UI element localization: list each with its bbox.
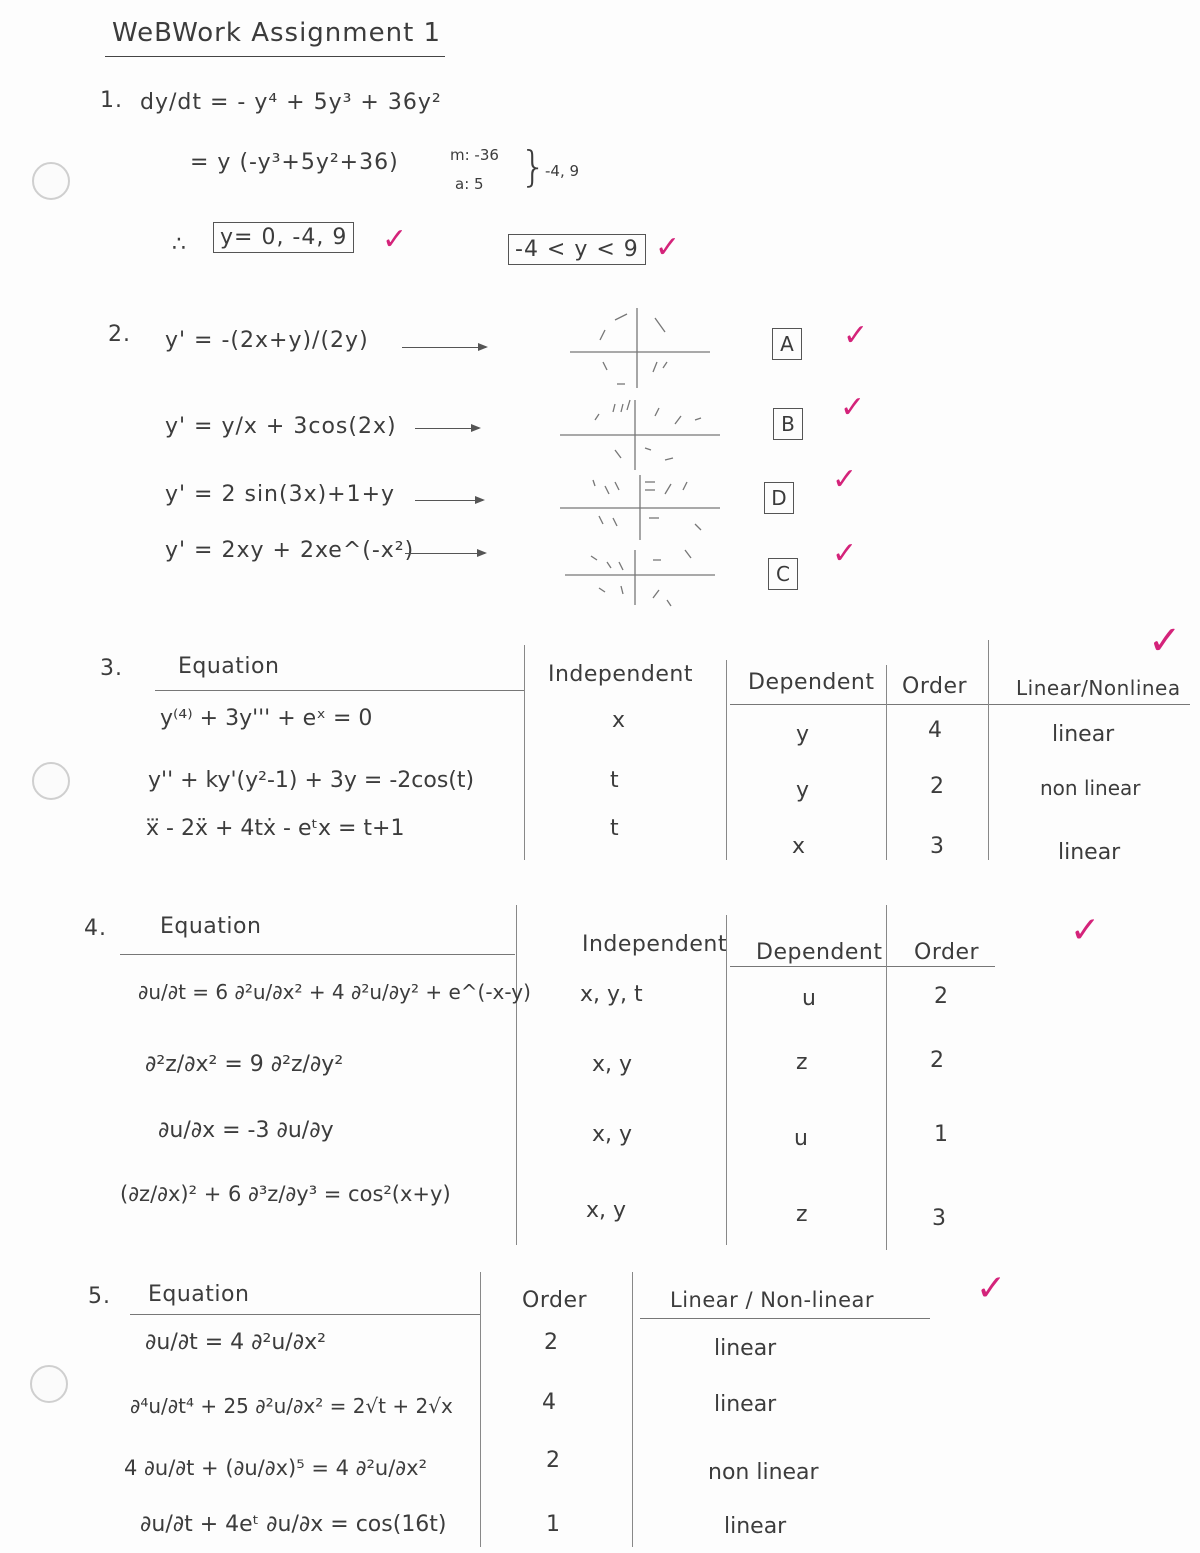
p5-row3-linearity: non linear <box>708 1460 819 1485</box>
problem-number-5: 5. <box>88 1284 111 1309</box>
p3-header-equation: Equation <box>178 654 280 679</box>
p5-col-divider-2 <box>632 1272 633 1547</box>
slope-field-4 <box>565 550 715 606</box>
p5-col-divider-1 <box>480 1272 481 1547</box>
p2-eq-3: y' = 2 sin(3x)+1+y <box>165 482 396 507</box>
p5-row4-linearity: linear <box>724 1514 787 1539</box>
p3-col-divider-3 <box>886 665 887 860</box>
p4-header-dependent: Dependent <box>756 940 883 965</box>
p1-line-1: dy/dt = - y⁴ + 5y³ + 36y² <box>140 90 442 115</box>
p3-rule-2 <box>730 704 1190 705</box>
page-title: WeBWork Assignment 1 <box>112 18 442 48</box>
p4-check: ✓ <box>1070 910 1101 951</box>
p3-row2-linearity: non linear <box>1040 776 1141 800</box>
p1-note-m: m: -36 <box>450 146 499 164</box>
p2-arrow-3 <box>415 500 483 501</box>
p5-row1-order: 2 <box>544 1330 558 1355</box>
p4-row3-eq: ∂u/∂x = -3 ∂u/∂y <box>158 1118 334 1143</box>
p1-brace: } <box>520 142 547 191</box>
p5-row1-linearity: linear <box>714 1336 777 1361</box>
p2-arrow-4 <box>405 553 485 554</box>
p3-row1-eq: y⁽⁴⁾ + 3y''' + eˣ = 0 <box>160 706 373 731</box>
problem-number-3: 3. <box>100 656 123 681</box>
p5-row1-eq: ∂u/∂t = 4 ∂²u/∂x² <box>145 1330 326 1355</box>
p3-row2-dep: y <box>796 778 810 803</box>
p4-row2-ind: x, y <box>592 1052 633 1077</box>
p4-row2-eq: ∂²z/∂x² = 9 ∂²z/∂y² <box>145 1052 344 1077</box>
p5-row2-order: 4 <box>542 1390 556 1415</box>
p1-line-2: = y (-y³+5y²+36) <box>190 150 399 175</box>
p2-check-2: ✓ <box>840 390 866 425</box>
slope-field-sketches <box>555 300 755 610</box>
p5-row2-eq: ∂⁴u/∂t⁴ + 25 ∂²u/∂x² = 2√t + 2√x <box>130 1394 453 1418</box>
p1-answer-equilibria: y= 0, -4, 9 <box>213 222 354 253</box>
p5-check: ✓ <box>976 1268 1007 1309</box>
p5-rule-1 <box>130 1314 480 1315</box>
p4-row4-eq: (∂z/∂x)² + 6 ∂³z/∂y³ = cos²(x+y) <box>120 1182 451 1206</box>
p4-header-independent: Independent <box>582 932 727 957</box>
p2-eq-2: y' = y/x + 3cos(2x) <box>165 414 397 439</box>
p3-row1-order: 4 <box>928 718 942 743</box>
p3-check: ✓ <box>1148 618 1182 664</box>
p4-col-divider-2 <box>726 915 727 1245</box>
p2-answer-2: B <box>773 408 803 440</box>
p4-header-order: Order <box>914 940 980 965</box>
slope-field-2 <box>560 400 720 470</box>
p3-header-linearity: Linear/Nonlinea <box>1016 676 1181 700</box>
p4-header-equation: Equation <box>160 914 262 939</box>
p2-answer-4: C <box>768 558 798 590</box>
p2-check-4: ✓ <box>832 536 858 571</box>
binder-hole-2 <box>32 762 70 800</box>
p3-col-divider-4 <box>988 640 989 860</box>
p4-col-divider-3 <box>886 905 887 1250</box>
problem-number-1: 1. <box>100 88 123 113</box>
p4-row4-order: 3 <box>932 1206 946 1231</box>
p5-header-linearity: Linear / Non-linear <box>670 1288 875 1312</box>
p4-row3-order: 1 <box>934 1122 948 1147</box>
p2-eq-1: y' = -(2x+y)/(2y) <box>165 328 369 353</box>
title-underline <box>105 56 445 57</box>
p2-arrow-1 <box>402 347 486 348</box>
p3-header-dependent: Dependent <box>748 670 875 695</box>
p4-col-divider-1 <box>516 905 517 1245</box>
p4-row3-ind: x, y <box>592 1122 633 1147</box>
p2-check-1: ✓ <box>843 318 869 353</box>
p3-row2-eq: y'' + ky'(y²-1) + 3y = -2cos(t) <box>148 768 475 793</box>
problem-number-4: 4. <box>84 916 107 941</box>
problem-number-2: 2. <box>108 322 131 347</box>
binder-hole-3 <box>30 1365 68 1403</box>
p3-row3-order: 3 <box>930 834 944 859</box>
p5-header-equation: Equation <box>148 1282 250 1307</box>
p3-header-independent: Independent <box>548 662 693 687</box>
p5-header-order: Order <box>522 1288 588 1313</box>
p1-therefore: ∴ <box>172 232 187 257</box>
p1-check-2: ✓ <box>655 230 681 265</box>
p4-row1-eq: ∂u/∂t = 6 ∂²u/∂x² + 4 ∂²u/∂y² + e^(-x-y) <box>138 980 531 1004</box>
p5-rule-2 <box>640 1318 930 1319</box>
p3-col-divider-2 <box>726 660 727 860</box>
p2-answer-1: A <box>772 328 802 360</box>
p3-row1-ind: x <box>612 708 626 733</box>
p4-row4-dep: z <box>796 1202 808 1227</box>
p3-row1-dep: y <box>796 722 810 747</box>
p1-check-1: ✓ <box>382 222 408 257</box>
p1-answer-interval: -4 < y < 9 <box>508 234 646 265</box>
p5-row4-eq: ∂u/∂t + 4eᵗ ∂u/∂x = cos(16t) <box>140 1512 447 1537</box>
p4-row2-order: 2 <box>930 1048 944 1073</box>
p5-row4-order: 1 <box>546 1512 560 1537</box>
p4-rule-2 <box>730 966 995 967</box>
p1-note-roots: -4, 9 <box>545 162 580 180</box>
p3-row1-linearity: linear <box>1052 722 1115 747</box>
p2-check-3: ✓ <box>832 462 858 497</box>
p4-row3-dep: u <box>794 1126 808 1151</box>
p4-row2-dep: z <box>796 1050 808 1075</box>
p2-eq-4: y' = 2xy + 2xe^(-x²) <box>165 538 415 563</box>
p4-row1-ind: x, y, t <box>580 982 643 1007</box>
p4-row1-dep: u <box>802 986 816 1011</box>
p3-rule-1 <box>155 690 525 691</box>
slope-field-3 <box>560 475 720 540</box>
p5-row3-order: 2 <box>546 1448 560 1473</box>
p3-row3-linearity: linear <box>1058 840 1121 865</box>
p3-row3-eq: x⃛ - 2ẍ + 4tẋ - eᵗx = t+1 <box>146 816 405 841</box>
p4-rule-1 <box>120 954 515 955</box>
p3-row2-ind: t <box>610 768 619 793</box>
binder-hole-1 <box>32 162 70 200</box>
p5-row3-eq: 4 ∂u/∂t + (∂u/∂x)⁵ = 4 ∂²u/∂x² <box>124 1456 428 1480</box>
p4-row1-order: 2 <box>934 984 948 1009</box>
slope-field-1 <box>570 308 710 388</box>
p5-row2-linearity: linear <box>714 1392 777 1417</box>
p3-row3-ind: t <box>610 816 619 841</box>
p4-row4-ind: x, y <box>586 1198 627 1223</box>
p2-answer-3: D <box>764 482 794 514</box>
p3-header-order: Order <box>902 674 968 699</box>
p1-note-a: a: 5 <box>455 175 484 193</box>
p3-col-divider-1 <box>524 645 525 860</box>
p2-arrow-2 <box>415 428 479 429</box>
p3-row3-dep: x <box>792 834 806 859</box>
p3-row2-order: 2 <box>930 774 944 799</box>
